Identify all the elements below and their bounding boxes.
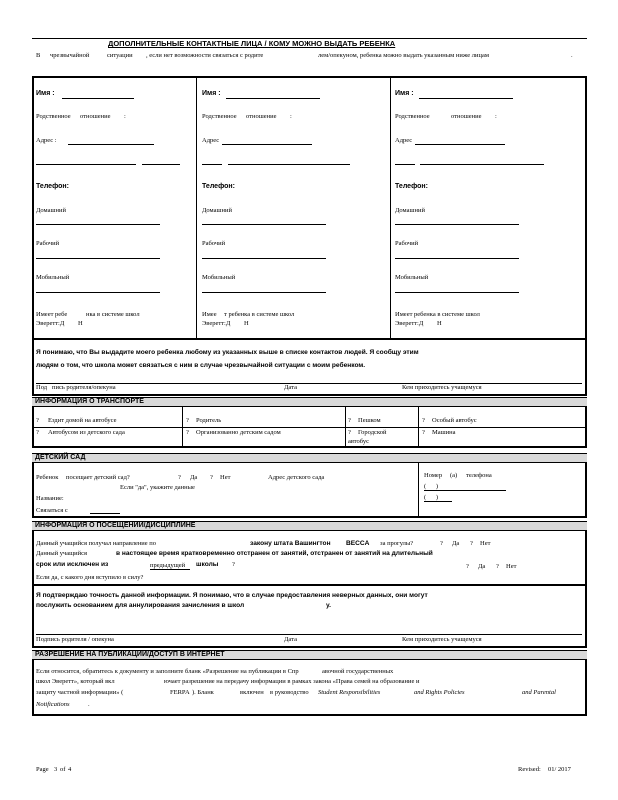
contact1-relation-label2: отношение <box>80 113 111 120</box>
contact3-relation-label: Родственное <box>395 113 430 120</box>
daycare-phone1-paren[interactable]: ( ) <box>424 483 439 490</box>
contact3-relation-label2: отношение <box>451 113 482 120</box>
contacts-divider-2 <box>390 76 391 340</box>
contact3-address-line2[interactable] <box>420 164 544 165</box>
internet-header: РАЗРЕШЕНИЕ НА ПУБЛИКАЦИИ/ДОСТУП В ИНТЕРНЕТ <box>32 650 587 660</box>
contact3-mobile-label: Мобильный <box>395 274 429 281</box>
contact3-address-line2a[interactable] <box>395 164 415 165</box>
intro-d: , если нет возможности связаться с родите <box>146 52 264 59</box>
consent-date: Дата <box>284 384 297 391</box>
attendance-q2-no: Нет <box>506 563 517 570</box>
contact2-relation-label: Родственное <box>202 113 237 120</box>
confirm-line2: послужить основанием для аннулирования зачисления в школ <box>36 602 245 609</box>
intro-f: . <box>571 52 573 59</box>
transport-opt-daycare-organized: Организованно детским садом <box>196 429 281 436</box>
footer-revised-date: 01/ 2017 <box>548 766 571 773</box>
daycare-q1a: Ребенок <box>36 474 59 481</box>
internet-line3b: FERPA <box>170 689 190 696</box>
daycare-no-q[interactable]: ? <box>210 474 213 481</box>
attendance-q1c: BECCA <box>346 540 370 547</box>
contact3-phone-label: Телефон: <box>395 183 428 190</box>
transport-q1[interactable]: ? <box>36 417 39 424</box>
consent-relation: Кем приходитесь учащемуся <box>402 384 482 391</box>
contact3-address-label: Адрес <box>395 137 413 144</box>
consent-signature-line[interactable] <box>36 383 582 384</box>
footer-revised-label: Revised: <box>518 766 541 773</box>
contact1-address-line2b[interactable] <box>142 164 180 165</box>
daycare-phone-label: Номер <box>424 472 443 479</box>
attendance-header: ИНФОРМАЦИЯ О ПОСЕЩЕНИИ/ДИСЦИПЛИНЕ <box>32 521 587 531</box>
confirm-line1: Я подтверждаю точность данной информации. Я понимаю, что в случае предоставления неверных данных, они могут <box>36 592 428 599</box>
internet-line3d: включен <box>240 689 264 696</box>
confirm-relation: Кем приходитесь учащемуся <box>402 636 482 643</box>
contact1-name-field[interactable] <box>62 98 134 99</box>
daycare-if-yes: Если "да", укажите данные <box>120 484 195 491</box>
transport-q4[interactable]: ? <box>422 417 425 424</box>
contact2-phone-label: Телефон: <box>202 183 235 190</box>
contact3-relation-colon: : <box>495 113 497 120</box>
footer-total: 4 <box>68 766 72 773</box>
contact2-address-line2[interactable] <box>228 164 350 165</box>
transport-row-rule <box>32 427 587 428</box>
contact3-no: Н <box>437 320 442 327</box>
attendance-q1-no: Нет <box>480 540 491 547</box>
attendance-q2-yes: Да <box>478 563 486 570</box>
contact1-home-field[interactable] <box>36 224 160 225</box>
internet-line2a: школ Эверетт», который вкл <box>36 678 115 685</box>
intro-c: ситуации <box>107 52 133 59</box>
contact3-everett: Эверетт:Д <box>395 320 424 327</box>
contact1-work-field[interactable] <box>36 258 160 259</box>
footer-of: of <box>60 766 66 773</box>
attendance-q2-no-q[interactable]: ? <box>496 563 499 570</box>
contacts-box <box>32 76 587 340</box>
transport-q8[interactable]: ? <box>422 429 425 436</box>
consent-sig-a: Под <box>36 384 48 391</box>
contact2-home-label: Домашний <box>202 207 232 214</box>
confirm-date: Дата <box>284 636 297 643</box>
contact3-name-field[interactable] <box>419 98 513 99</box>
contacts-divider-1 <box>196 76 197 340</box>
daycare-phone2-field[interactable] <box>424 501 452 502</box>
contact2-name-label: Имя : <box>202 90 221 97</box>
contact1-work-label: Рабочий <box>36 240 60 247</box>
daycare-name-label: Название: <box>36 495 64 502</box>
daycare-address-label: Адрес детского сада <box>268 474 325 481</box>
transport-opt-car: Машина <box>432 429 456 436</box>
contact3-home-field[interactable] <box>395 224 519 225</box>
contact3-home-label: Домашний <box>395 207 425 214</box>
internet-line3e: в руководство <box>270 689 309 696</box>
contact1-name-label: Имя : <box>36 90 55 97</box>
contact3-work-field[interactable] <box>395 258 519 259</box>
daycare-phone1-field[interactable] <box>424 490 506 491</box>
transport-col-3 <box>418 407 419 448</box>
contact1-mobile-label: Мобильный <box>36 274 70 281</box>
transport-col-2 <box>345 407 346 448</box>
internet-line1b: авочной государственных <box>322 668 394 675</box>
confirm-signature-line[interactable] <box>36 634 582 635</box>
daycare-yes-q[interactable]: ? <box>178 474 181 481</box>
transport-q6[interactable]: ? <box>186 429 189 436</box>
transport-q7[interactable]: ? <box>348 429 351 436</box>
transport-opt-daycare-bus: Автобусом из детского сада <box>48 429 125 436</box>
daycare-no: Нет <box>220 474 231 481</box>
transport-opt-city-bus: Городской <box>358 429 387 436</box>
internet-line4: Notifications <box>36 701 70 708</box>
contact1-relation-colon: : <box>124 113 126 120</box>
contact1-no: Н <box>78 320 83 327</box>
contact2-everett: Эверетт:Д <box>202 320 231 327</box>
contact1-child-a: Имеет ребе <box>36 311 68 318</box>
transport-opt-special-bus: Особый автобус <box>432 417 477 424</box>
attendance-q1a: Данный учащийся получал направление по <box>36 540 157 547</box>
internet-line3h: and Parental <box>522 689 556 696</box>
contact3-name-label: Имя : <box>395 90 414 97</box>
daycare-phone-b: (а) <box>450 472 458 479</box>
transport-opt-city-bus-b: автобус <box>348 438 369 445</box>
daycare-yes: Да <box>190 474 198 481</box>
consent-sig-b: пись родителя/опекуна <box>52 384 116 391</box>
daycare-contact-label: Связаться с <box>36 507 68 514</box>
daycare-divider <box>418 463 419 518</box>
transport-q2[interactable]: ? <box>186 417 189 424</box>
contact2-child-a: Имее <box>202 311 217 318</box>
contact3-child: Имеет ребенка в системе школ <box>395 311 480 318</box>
attendance-q3c: школы <box>196 561 219 568</box>
contact1-everett: Эверетт:Д <box>36 320 65 327</box>
contact1-mobile-field[interactable] <box>36 292 160 293</box>
internet-line1: Если относится, обратитесь к документу и заполните бланк «Разрешение на публикации в Спр <box>36 668 299 675</box>
attendance-q2-yes-q[interactable]: ? <box>466 563 469 570</box>
daycare-phone2-paren[interactable]: ( ) <box>424 494 439 501</box>
contact1-phone-label: Телефон: <box>36 183 69 190</box>
contact2-name-field[interactable] <box>226 98 320 99</box>
transport-opt-bus-home: Ездит домой на автобусе <box>48 417 117 424</box>
contact1-address-label: Адрес : <box>36 137 57 144</box>
contact2-address-label: Адрес <box>202 137 220 144</box>
transport-q5[interactable]: ? <box>36 429 39 436</box>
page-title: ДОПОЛНИТЕЛЬНЫЕ КОНТАКТНЫЕ ЛИЦА / КОМУ МОЖНО ВЫДАТЬ РЕБЕНКА <box>108 39 396 48</box>
attendance-q4: Если да, с какого дня вступило в силу? <box>36 574 144 581</box>
intro-b: чрезвычайной <box>50 52 90 59</box>
transport-col-1 <box>182 407 183 448</box>
internet-line3f: Student Responsibilities <box>318 689 381 696</box>
transport-q3[interactable]: ? <box>348 417 351 424</box>
daycare-header: ДЕТСКИЙ САД <box>32 453 587 463</box>
contact2-relation-colon: : <box>290 113 292 120</box>
contact2-relation-label2: отношение <box>246 113 277 120</box>
contact1-address-line2[interactable] <box>36 164 136 165</box>
contact3-work-label: Рабочий <box>395 240 419 247</box>
consent-line1: Я понимаю, что Вы выдадите моего ребенка любому из указанных выше в списке контактов людей. Я сообщу этим <box>36 349 419 356</box>
contact1-child-b: нка в системе школ <box>86 311 140 318</box>
internet-line3g: and Rights Policies <box>414 689 465 696</box>
internet-line2b: ючает разрешение на передачу информации в рамках закона «Права семей на образование и <box>164 678 420 685</box>
intro-a: В <box>36 52 41 59</box>
daycare-contact-field[interactable] <box>90 513 120 514</box>
contact2-no: Н <box>244 320 249 327</box>
daycare-q1b: посещает детский сад? <box>66 474 130 481</box>
attendance-q1b: закону штата Вашингтон <box>250 540 331 547</box>
transport-header: ИНФОРМАЦИЯ О ТРАНСПОРТЕ <box>32 397 587 407</box>
contact2-work-field[interactable] <box>202 258 326 259</box>
internet-line3c: ). Бланк <box>192 689 214 696</box>
footer-page-num: 3 <box>54 766 58 773</box>
attendance-q1-yes: Да <box>452 540 460 547</box>
attendance-q3-mark: ? <box>232 561 235 568</box>
attendance-q1d: за прогулы? <box>380 540 414 547</box>
contact2-mobile-label: Мобильный <box>202 274 236 281</box>
internet-line4b: . <box>88 701 90 708</box>
confirm-sig: Подпись родителя / опекуна <box>36 636 114 643</box>
contact2-work-label: Рабочий <box>202 240 226 247</box>
attendance-q1-no-q[interactable]: ? <box>470 540 473 547</box>
daycare-phone-c: телефона <box>466 472 492 479</box>
contact2-home-field[interactable] <box>202 224 326 225</box>
attendance-q3a: срок или исключен из <box>36 561 109 568</box>
footer-page-label: Page <box>36 766 49 773</box>
transport-opt-parent: Родитель <box>196 417 222 424</box>
transport-opt-walk: Пешком <box>358 417 381 424</box>
contact2-child-b: т ребенка в системе школ <box>224 311 295 318</box>
contact1-address-field[interactable] <box>68 144 154 145</box>
intro-e: лем/опекуном, ребенка можно выдать указанным ниже лицам <box>318 52 489 59</box>
contact1-home-label: Домашний <box>36 207 66 214</box>
attendance-q2b: в настоящее время кратковременно отстранен от занятий, отстранен от занятий на длительный <box>116 550 433 557</box>
attendance-q2a: Данный учащийся <box>36 550 87 557</box>
contact3-mobile-field[interactable] <box>395 292 519 293</box>
attendance-q1-yes-q[interactable]: ? <box>440 540 443 547</box>
contact2-address-line2a[interactable] <box>202 164 222 165</box>
internet-line3a: защиту частной информации» ( <box>36 689 124 696</box>
confirm-line2b: у. <box>326 602 331 609</box>
contact3-address-field[interactable] <box>415 144 505 145</box>
contact2-mobile-field[interactable] <box>202 292 326 293</box>
contact1-relation-label: Родственное <box>36 113 71 120</box>
attendance-q3-underline <box>150 569 190 570</box>
consent-line2: людям о том, что школа может связаться с ним в случае чрезвычайной ситуации с моим ребенком. <box>36 362 366 369</box>
attendance-q3b: предыдущей <box>150 562 186 569</box>
contact2-address-field[interactable] <box>222 144 312 145</box>
